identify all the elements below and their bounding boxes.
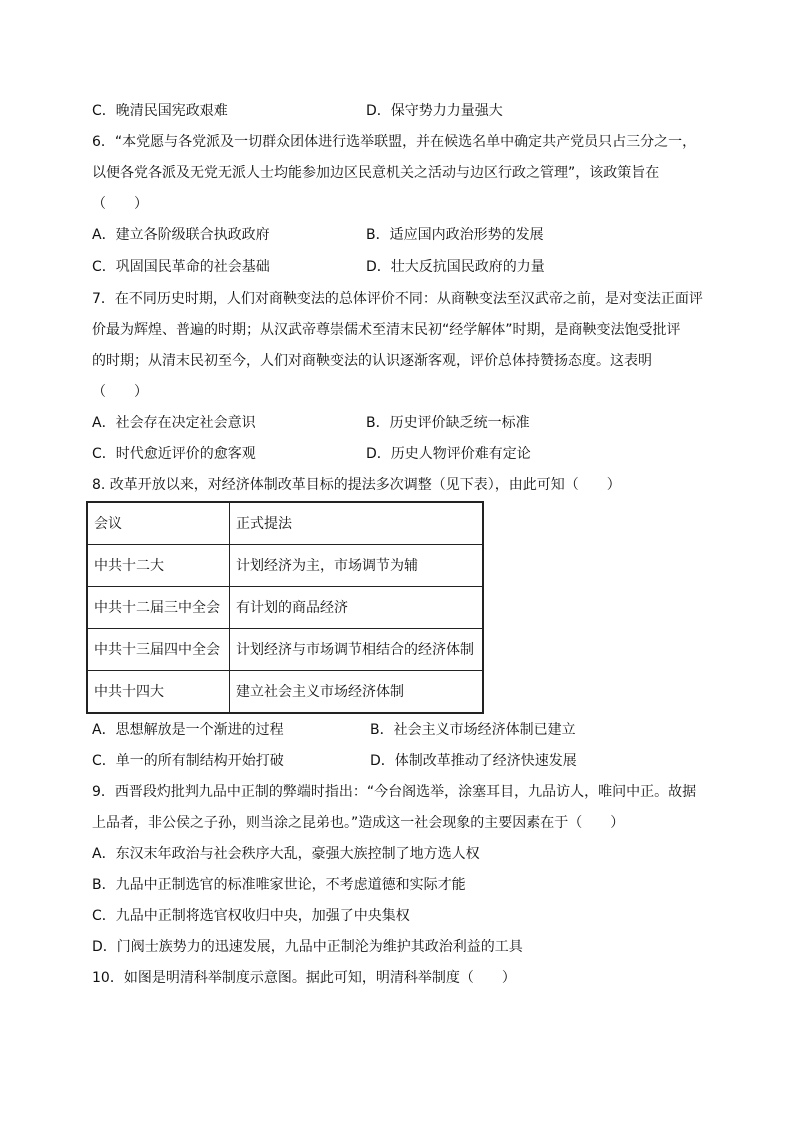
q8-option-b[interactable]: B．社会主义市场经济体制已建立 [370,722,576,738]
q10-stem: 10．如图是明清科举制度示意图。据此可知，明清科举制度（ ） [92,970,516,986]
table-row [87,671,483,714]
q7-option-c[interactable]: C．时代愈近评价的愈客观 [92,446,256,462]
q9-option-a[interactable]: A．东汉末年政治与社会秩序大乱，豪强大族控制了地方选人权 [92,846,480,862]
q6-stem-line-1: 6．“本党愿与各党派及一切群众团体进行选举联盟，并在候选名单中确定共产党员只占三分之一， [92,134,697,150]
table-cell: 中共十二大 [87,545,230,587]
table-row [87,629,483,671]
q9-option-c[interactable]: C．九品中正制将选官权收归中央，加强了中央集权 [92,908,410,924]
q8-table [86,501,484,714]
table-cell: 计划经济与市场调节相结合的经济体制 [230,629,484,671]
q9-option-b[interactable]: B．九品中正制选官的标准唯家世论，不考虑道德和实际才能 [92,877,466,893]
q6-option-c[interactable]: C．巩固国民革命的社会基础 [92,259,270,275]
q8-option-d[interactable]: D．体制改革推动了经济快速发展 [370,753,577,769]
q5-option-c[interactable]: C．晚清民国宪政艰难 [92,103,228,119]
table-row [87,545,483,587]
q8-option-c[interactable]: C．单一的所有制结构开始打破 [92,753,284,769]
q6-option-b[interactable]: B．适应国内政治形势的发展 [366,227,544,243]
table-cell: 中共十三届四中全会 [87,629,230,671]
q6-stem-line-2: 以便各党各派及无党无派人士均能参加边区民意机关之活动与边区行政之管理”，该政策旨在 [92,165,660,181]
q7-option-d[interactable]: D．历史人物评价难有定论 [366,446,531,462]
q7-option-a[interactable]: A．社会存在决定社会意识 [92,415,256,431]
q7-option-b[interactable]: B．历史评价缺乏统一标准 [366,415,530,431]
table-row [87,587,483,629]
q9-stem-line-2: 上品者，非公侯之子孙，则当涂之昆弟也。”造成这一社会现象的主要因素在于（ ） [92,815,625,831]
table-header-row [87,502,483,545]
table-header-cell: 正式提法 [230,502,484,545]
q7-stem-line-3: 的时期；从清末民初至今，人们对商鞅变法的认识逐渐客观，评价总体持赞扬态度。这表明 [92,353,652,369]
table-header-cell: 会议 [87,502,230,545]
q7-stem-line-4: （ ） [92,384,148,400]
table-cell: 计划经济为主，市场调节为辅 [230,545,484,587]
q6-stem-line-3: （ ） [92,196,148,212]
table-cell: 中共十四大 [87,671,230,714]
q6-option-a[interactable]: A．建立各阶级联合执政政府 [92,227,270,243]
q6-option-d[interactable]: D．壮大反抗国民政府的力量 [366,259,545,275]
q7-stem-line-1: 7．在不同历史时期，人们对商鞅变法的总体评价不同：从商鞅变法至汉武帝之前，是对变法正面评 [92,291,703,307]
table-cell: 有计划的商品经济 [230,587,484,629]
q8-option-a[interactable]: A．思想解放是一个渐进的过程 [92,722,284,738]
q5-option-d[interactable]: D．保守势力力量强大 [366,103,503,119]
table-cell: 建立社会主义市场经济体制 [230,671,484,714]
q8-stem: 8. 改革开放以来，对经济体制改革目标的提法多次调整（见下表），由此可知（ ） [92,477,621,493]
q7-stem-line-2: 价最为辉煌、普遍的时期；从汉武帝尊崇儒术至清末民初“经学解体”时期，是商鞅变法饱受批评 [92,322,681,338]
q9-stem-line-1: 9．西晋段灼批判九品中正制的弊端时指出：“今台阁选举，涂塞耳目，九品访人，唯问中正。故据 [92,784,697,800]
table-cell: 中共十二届三中全会 [87,587,230,629]
q9-option-d[interactable]: D．门阀士族势力的迅速发展，九品中正制沦为维护其政治利益的工具 [92,939,523,955]
